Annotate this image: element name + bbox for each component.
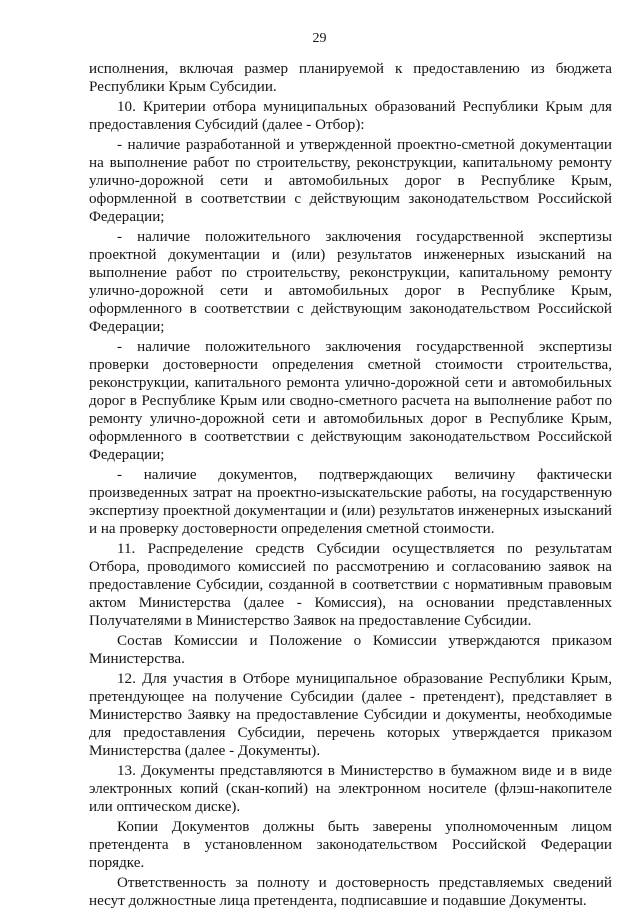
paragraph-item-12: 12. Для участия в Отборе муниципальное образование Республики Крым, претендующее на получение Субсидии (далее - претендент), представляет в Министерство Заявку на предоставление Субсидии и документы, необходимые для предоставления Субсидии, перечень которых утверждается приказом Министерства (далее - Документы). [89,671,612,759]
paragraph-document-copies: Копии Документов должны быть заверены уполномоченным лицом претендента в установленном законодательством Российской Федерации порядке. [89,819,612,871]
paragraph-item-10: 10. Критерии отбора муниципальных образований Республики Крым для предоставления Субсидий (далее - Отбор): [89,99,612,133]
paragraph-item-11: 11. Распределение средств Субсидии осуществляется по результатам Отбора, проводимого комиссией по рассмотрению и согласованию заявок на предоставление Субсидии, созданной в соответствии с нормативным правовым актом Министерства (далее - Комиссия), на основании представленных Получателями в Министерство Заявок на предоставление Субсидии. [89,541,612,629]
criterion-actual-costs-documents: - наличие документов, подтверждающих величину фактически произведенных затрат на проектно-изыскательские работы, на государственную экспертизу проектной документации и (или) результатов инженерных изысканий и на проверку достоверности определения сметной стоимости. [89,467,612,537]
paragraph-commission-composition: Состав Комиссии и Положение о Комиссии утверждаются приказом Министерства. [89,633,612,667]
page-number: 29 [312,31,327,46]
paragraph-responsibility: Ответственность за полноту и достоверность представляемых сведений несут должностные лица претендента, подписавшие и подавшие Документы. [89,875,612,909]
document-body [89,60,612,912]
paragraph-continuation: исполнения, включая размер планируемой к предоставлению из бюджета Республики Крым Субсидии. [89,61,612,95]
criterion-state-expertise-design: - наличие положительного заключения государственной экспертизы проектной документации и (или) результатов инженерных изысканий на выполнение работ по строительству, реконструкции, капитальному ремонту улично-дорожной сети и автомобильных дорог в Республике Крым, оформленного в соответствии с действующим законодательством Российской Федерации; [89,229,612,335]
criterion-design-documentation: - наличие разработанной и утвержденной проектно-сметной документации на выполнение работ по строительству, реконструкции, капитальному ремонту улично-дорожной сети и автомобильных дорог в Республике Крым, оформленной в соответствии с действующим законодательством Российской Федерации; [89,137,612,225]
paragraph-item-13: 13. Документы представляются в Министерство в бумажном виде и в виде электронных копий (скан-копий) на электронном носителе (флэш-накопителе или оптическом диске). [89,763,612,815]
criterion-state-expertise-cost: - наличие положительного заключения государственной экспертизы проверки достоверности определения сметной стоимости строительства, реконструкции, капитального ремонта улично-дорожной сети и автомобильных дорог в Республике Крым или сводно-сметного расчета на выполнение работ по ремонту улично-дорожной сети и автомобильных дорог в Республике Крым, оформленного в соответствии с действующим законодательством Российской Федерации; [89,339,612,463]
